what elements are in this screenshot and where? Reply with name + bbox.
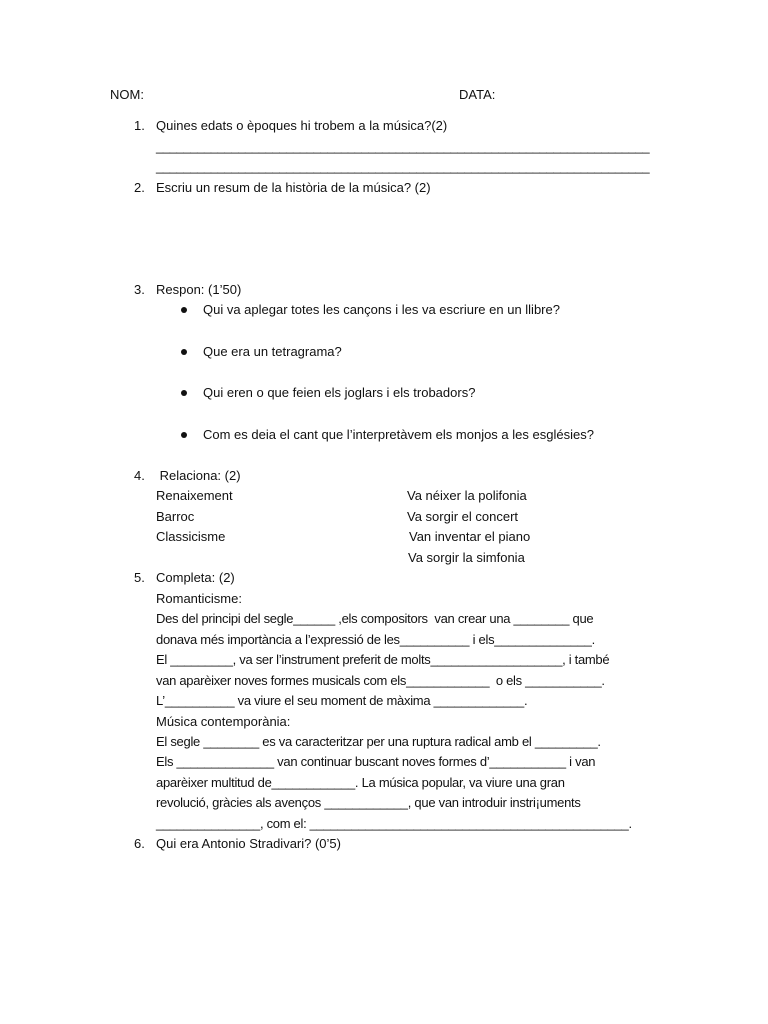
q5-line-9: Els ______________ van continuar buscant noves formes d’___________ i van [156, 754, 596, 769]
q3-bullet-2: Que era un tetragrama? [203, 344, 342, 359]
q5-line-8: El segle ________ es va caracteritzar per una ruptura radical amb el _________. [156, 734, 601, 749]
q3-text: Respon: (1’50) [156, 282, 242, 297]
q4-right-3: Van inventar el piano [409, 529, 531, 544]
q5-line-10: aparèixer multitud de____________. La música popular, va viure una gran [156, 775, 565, 790]
q5-line-11: revolució, gràcies als avenços ____________, que van introduir instri¡uments [156, 795, 581, 810]
q1-answer-line-2: ________________________________________________________________________ [156, 159, 650, 174]
date-label: DATA: [459, 87, 496, 102]
q2-number: 2. [134, 180, 145, 195]
q4-text: Relaciona: (2) [156, 468, 241, 483]
q3-number: 3. [134, 282, 145, 297]
q4-left-1: Renaixement [156, 488, 233, 503]
q6-number: 6. [134, 836, 145, 851]
q5-text: Completa: (2) [156, 570, 235, 585]
q5-number: 5. [134, 570, 145, 585]
q5-line-3: donava més importància a l’expressió de les__________ i els______________. [156, 632, 595, 647]
q5-line-7: Música contemporània: [156, 714, 291, 729]
q3-bullet-4: Com es deia el cant que l’interpretàvem els monjos a les esglésies? [203, 427, 594, 442]
q4-right-1: Va néixer la polifonia [407, 488, 527, 503]
q1-text: Quines edats o èpoques hi trobem a la música?(2) [156, 118, 448, 133]
q6-text: Qui era Antonio Stradivari? (0’5) [156, 836, 341, 851]
q5-line-6: L’__________ va viure el seu moment de màxima _____________. [156, 693, 528, 708]
q4-right-2: Va sorgir el concert [407, 509, 519, 524]
bullet-2 [181, 349, 187, 355]
q3-bullet-1: Qui va aplegar totes les cançons i les va escriure en un llibre? [203, 302, 560, 317]
q1-answer-line-1: ________________________________________________________________________ [156, 139, 650, 154]
q5-line-2: Des del principi del segle______ ,els compositors van crear una ________ que [156, 611, 594, 626]
q5-line-4: El _________, va ser l’instrument preferit de molts___________________, i també [156, 652, 610, 667]
bullet-3 [181, 390, 187, 396]
bullet-1 [181, 307, 187, 313]
q5-line-5: van aparèixer noves formes musicals com els____________ o els ___________. [156, 673, 605, 688]
q4-right-4: Va sorgir la simfonia [408, 550, 525, 565]
q5-line-1: Romanticisme: [156, 591, 242, 606]
name-label: NOM: [110, 87, 144, 102]
q4-left-2: Barroc [156, 509, 195, 524]
q1-number: 1. [134, 118, 145, 133]
q5-line-12: _______________, com el: ______________________________________________. [156, 816, 632, 831]
q4-left-3: Classicisme [156, 529, 226, 544]
bullet-4 [181, 432, 187, 438]
q4-number: 4. [134, 468, 145, 483]
q2-text: Escriu un resum de la història de la música? (2) [156, 180, 431, 195]
q3-bullet-3: Qui eren o que feien els joglars i els trobadors? [203, 385, 476, 400]
